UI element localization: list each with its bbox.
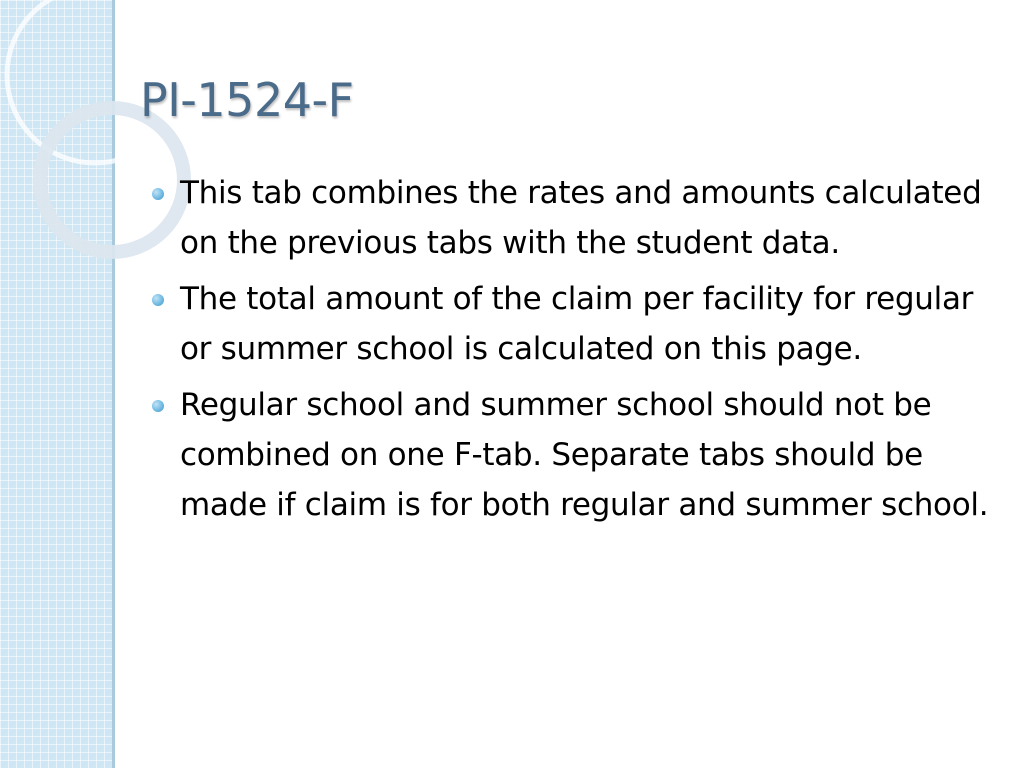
bullet-text: The total amount of the claim per facility for regular or summer school is calculated on this page. [180, 281, 974, 367]
bullet-list [152, 168, 992, 536]
bullet-dot-icon [152, 188, 164, 200]
slide-title: PI-1524-F [140, 73, 354, 127]
bullet-item [152, 380, 992, 530]
bullet-text: Regular school and summer school should not be combined on one F-tab. Separate tabs should be made if claim is for both regular and summer school. [180, 387, 989, 523]
bullet-item [152, 274, 992, 374]
bullet-text: This tab combines the rates and amounts calculated on the previous tabs with the student data. [180, 175, 982, 261]
bullet-dot-icon [152, 294, 164, 306]
bullet-item [152, 168, 992, 268]
bullet-dot-icon [152, 400, 164, 412]
